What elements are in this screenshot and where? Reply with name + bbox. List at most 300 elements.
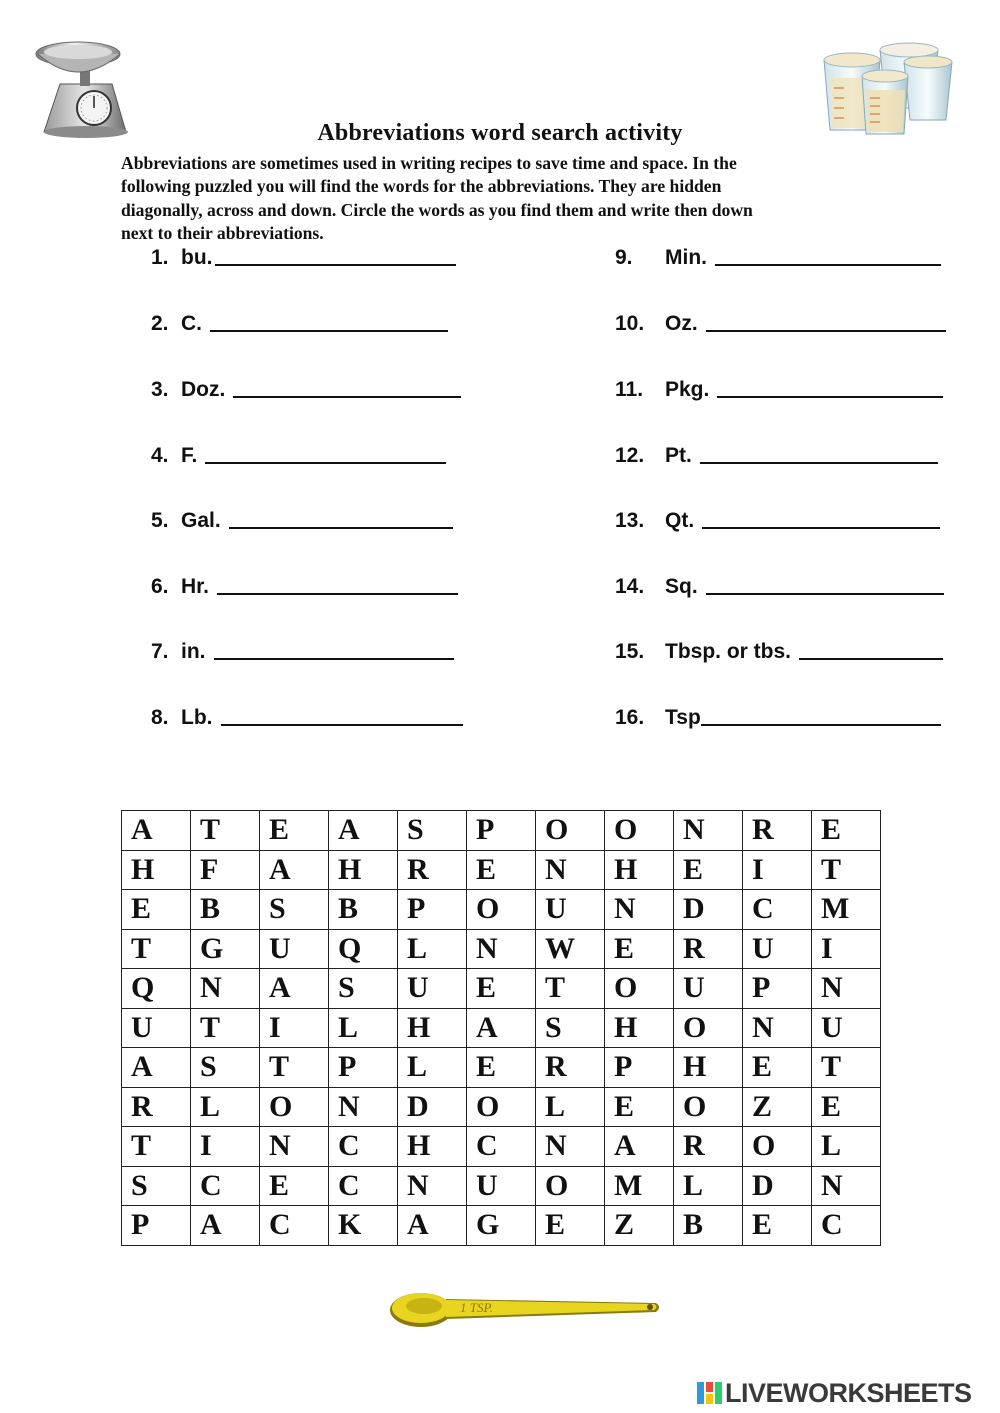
grid-cell[interactable] <box>812 1048 881 1088</box>
grid-letter: B <box>200 892 221 926</box>
grid-cell[interactable] <box>260 929 329 969</box>
abbreviation-item <box>615 312 946 336</box>
grid-letter: T <box>131 931 152 965</box>
grid-letter: W <box>545 931 575 965</box>
grid-row <box>122 1127 881 1167</box>
grid-cell[interactable] <box>329 1206 398 1246</box>
grid-letter: C <box>338 1129 360 1163</box>
answer-field[interactable] <box>799 658 943 660</box>
grid-cell[interactable] <box>260 850 329 890</box>
grid-letter: H <box>338 852 362 886</box>
item-number: 2. <box>151 312 169 335</box>
grid-cell[interactable] <box>743 850 812 890</box>
grid-letter: O <box>269 1089 293 1123</box>
grid-letter: L <box>545 1089 566 1123</box>
grid-cell[interactable] <box>812 811 881 851</box>
grid-cell[interactable] <box>536 890 605 930</box>
grid-letter: N <box>683 813 705 847</box>
grid-cell[interactable] <box>536 1008 605 1048</box>
grid-cell[interactable] <box>329 969 398 1009</box>
grid-letter: L <box>683 1168 704 1202</box>
abbreviation-item <box>615 640 943 664</box>
grid-letter: E <box>476 852 497 886</box>
grid-cell[interactable] <box>674 969 743 1009</box>
grid-row <box>122 1048 881 1088</box>
grid-row <box>122 1166 881 1206</box>
answer-field[interactable] <box>715 264 941 266</box>
abbreviation-item <box>615 444 938 468</box>
grid-letter: A <box>476 1010 498 1044</box>
grid-cell[interactable] <box>122 969 191 1009</box>
grid-cell[interactable] <box>674 1127 743 1167</box>
item-number: 14. <box>615 575 645 598</box>
grid-cell[interactable] <box>605 929 674 969</box>
grid-cell[interactable] <box>812 1008 881 1048</box>
abbreviation-item <box>615 246 941 270</box>
grid-cell[interactable] <box>605 1048 674 1088</box>
grid-letter: P <box>407 892 426 926</box>
item-number: 6. <box>151 575 169 598</box>
grid-letter: N <box>821 1168 843 1202</box>
grid-cell[interactable] <box>191 1127 260 1167</box>
grid-letter: R <box>407 852 429 886</box>
grid-cell[interactable] <box>191 890 260 930</box>
grid-letter: C <box>821 1208 843 1242</box>
grid-letter: Q <box>131 971 155 1005</box>
grid-cell[interactable] <box>743 890 812 930</box>
grid-letter: N <box>614 892 636 926</box>
grid-cell[interactable] <box>398 1048 467 1088</box>
grid-letter: U <box>821 1010 843 1044</box>
grid-letter: P <box>131 1208 150 1242</box>
instructions-line: following puzzled you will find the words for the abbreviations. They are hidden <box>121 176 722 197</box>
item-abbreviation: Tsp <box>665 706 701 729</box>
grid-letter: A <box>131 813 153 847</box>
item-number: 16. <box>615 706 645 729</box>
grid-row <box>122 1008 881 1048</box>
grid-letter: E <box>614 1089 635 1123</box>
grid-cell[interactable] <box>743 1127 812 1167</box>
item-number: 7. <box>151 640 169 663</box>
item-abbreviation: Lb. <box>181 706 213 729</box>
grid-letter: O <box>683 1089 707 1123</box>
item-abbreviation: Hr. <box>181 575 210 598</box>
grid-cell[interactable] <box>605 1206 674 1246</box>
grid-row <box>122 929 881 969</box>
grid-letter: A <box>614 1129 636 1163</box>
grid-cell[interactable] <box>743 1206 812 1246</box>
abbreviation-item <box>615 706 941 730</box>
grid-cell[interactable] <box>260 1087 329 1127</box>
grid-cell[interactable] <box>398 811 467 851</box>
grid-letter: U <box>683 971 705 1005</box>
answer-field[interactable] <box>717 396 943 398</box>
grid-letter: P <box>614 1050 633 1084</box>
grid-letter: D <box>683 892 705 926</box>
grid-cell[interactable] <box>812 1127 881 1167</box>
grid-row <box>122 850 881 890</box>
grid-cell[interactable] <box>329 1008 398 1048</box>
grid-cell[interactable] <box>398 1127 467 1167</box>
grid-cell[interactable] <box>674 811 743 851</box>
grid-cell[interactable] <box>122 1008 191 1048</box>
grid-letter: N <box>545 852 567 886</box>
grid-cell[interactable] <box>467 850 536 890</box>
grid-cell[interactable] <box>467 1087 536 1127</box>
grid-letter: R <box>752 813 774 847</box>
answer-field[interactable] <box>221 724 463 726</box>
abbreviation-item <box>151 246 456 270</box>
grid-letter: D <box>407 1089 429 1123</box>
grid-letter: C <box>476 1129 498 1163</box>
grid-letter: O <box>614 813 638 847</box>
item-number: 4. <box>151 444 169 467</box>
grid-cell[interactable] <box>536 811 605 851</box>
grid-letter: T <box>821 852 842 886</box>
abbreviation-item <box>151 312 448 336</box>
grid-cell[interactable] <box>260 1048 329 1088</box>
grid-cell[interactable] <box>536 1206 605 1246</box>
grid-letter: M <box>614 1168 643 1202</box>
grid-letter: S <box>545 1010 562 1044</box>
answer-field[interactable] <box>700 462 938 464</box>
grid-cell[interactable] <box>398 890 467 930</box>
grid-letter: P <box>752 971 771 1005</box>
grid-letter: I <box>821 931 833 965</box>
grid-letter: A <box>407 1208 429 1242</box>
grid-cell[interactable] <box>812 890 881 930</box>
item-number: 13. <box>615 509 645 532</box>
grid-letter: E <box>269 1168 290 1202</box>
grid-cell[interactable] <box>329 929 398 969</box>
answer-field[interactable] <box>702 527 940 529</box>
grid-cell[interactable] <box>467 929 536 969</box>
item-abbreviation: Gal. <box>181 509 221 532</box>
grid-cell[interactable] <box>122 890 191 930</box>
grid-cell[interactable] <box>398 1087 467 1127</box>
grid-cell[interactable] <box>743 929 812 969</box>
grid-cell[interactable] <box>191 1048 260 1088</box>
grid-cell[interactable] <box>674 890 743 930</box>
grid-cell[interactable] <box>191 1206 260 1246</box>
grid-letter: U <box>545 892 567 926</box>
grid-cell[interactable] <box>260 890 329 930</box>
grid-letter: C <box>338 1168 360 1202</box>
grid-cell[interactable] <box>743 1008 812 1048</box>
grid-cell[interactable] <box>467 1206 536 1246</box>
grid-letter: H <box>407 1129 431 1163</box>
grid-letter: R <box>683 931 705 965</box>
instructions-line: next to their abbreviations. <box>121 223 324 244</box>
grid-cell[interactable] <box>260 1008 329 1048</box>
grid-letter: R <box>545 1050 567 1084</box>
grid-cell[interactable] <box>536 1087 605 1127</box>
grid-cell[interactable] <box>605 1087 674 1127</box>
item-abbreviation: Oz. <box>665 312 698 335</box>
abbreviation-item <box>615 575 944 599</box>
grid-letter: T <box>131 1129 152 1163</box>
grid-letter: E <box>752 1050 773 1084</box>
logo-mark-icon <box>697 1380 723 1406</box>
grid-cell[interactable] <box>329 890 398 930</box>
abbreviation-item <box>151 509 453 533</box>
grid-letter: T <box>821 1050 842 1084</box>
grid-cell[interactable] <box>122 811 191 851</box>
grid-letter: Z <box>752 1089 773 1123</box>
grid-letter: C <box>752 892 774 926</box>
grid-cell[interactable] <box>191 850 260 890</box>
grid-cell[interactable] <box>536 1127 605 1167</box>
grid-cell[interactable] <box>398 1206 467 1246</box>
grid-letter: S <box>338 971 355 1005</box>
grid-cell[interactable] <box>605 890 674 930</box>
grid-letter: L <box>407 1050 428 1084</box>
grid-cell[interactable] <box>536 1048 605 1088</box>
grid-letter: U <box>131 1010 153 1044</box>
grid-letter: H <box>614 1010 638 1044</box>
instructions-line: Abbreviations are sometimes used in writing recipes to save time and space. In the <box>121 153 737 173</box>
grid-cell[interactable] <box>467 1166 536 1206</box>
grid-letter: O <box>476 1089 500 1123</box>
grid-letter: A <box>131 1050 153 1084</box>
item-number: 10. <box>615 312 645 335</box>
item-abbreviation: Pt. <box>665 444 692 467</box>
answer-field[interactable] <box>233 396 461 398</box>
grid-cell[interactable] <box>329 811 398 851</box>
grid-letter: N <box>545 1129 567 1163</box>
grid-letter: K <box>338 1208 362 1242</box>
item-abbreviation: Sq. <box>665 575 698 598</box>
grid-letter: R <box>131 1089 153 1123</box>
grid-letter: N <box>407 1168 429 1202</box>
item-abbreviation: Min. <box>665 246 707 269</box>
grid-cell[interactable] <box>329 1166 398 1206</box>
answer-field[interactable] <box>706 593 944 595</box>
grid-letter: S <box>407 813 424 847</box>
item-abbreviation: C. <box>181 312 202 335</box>
answer-field[interactable] <box>229 527 453 529</box>
answer-field[interactable] <box>205 462 446 464</box>
grid-letter: E <box>683 852 704 886</box>
grid-cell[interactable] <box>605 811 674 851</box>
liveworksheets-logo <box>697 1378 972 1408</box>
grid-cell[interactable] <box>191 1087 260 1127</box>
grid-letter: M <box>821 892 850 926</box>
grid-letter: G <box>200 931 224 965</box>
grid-cell[interactable] <box>329 1087 398 1127</box>
grid-letter: H <box>407 1010 431 1044</box>
grid-cell[interactable] <box>329 850 398 890</box>
grid-letter: L <box>821 1129 842 1163</box>
grid-letter: H <box>683 1050 707 1084</box>
grid-cell[interactable] <box>122 1166 191 1206</box>
grid-cell[interactable] <box>467 890 536 930</box>
grid-cell[interactable] <box>467 969 536 1009</box>
grid-cell[interactable] <box>467 811 536 851</box>
grid-cell[interactable] <box>467 1127 536 1167</box>
grid-cell[interactable] <box>260 811 329 851</box>
grid-cell[interactable] <box>812 1166 881 1206</box>
answer-field[interactable] <box>214 658 454 660</box>
grid-cell[interactable] <box>191 811 260 851</box>
grid-cell[interactable] <box>605 1127 674 1167</box>
grid-cell[interactable] <box>674 1166 743 1206</box>
grid-cell[interactable] <box>605 1008 674 1048</box>
grid-letter: N <box>821 971 843 1005</box>
grid-cell[interactable] <box>674 1048 743 1088</box>
grid-letter: U <box>407 971 429 1005</box>
grid-letter: D <box>752 1168 774 1202</box>
grid-cell[interactable] <box>467 1048 536 1088</box>
grid-cell[interactable] <box>122 1206 191 1246</box>
grid-cell[interactable] <box>122 850 191 890</box>
grid-letter: A <box>269 852 291 886</box>
grid-letter: S <box>200 1050 217 1084</box>
grid-cell[interactable] <box>674 1087 743 1127</box>
grid-letter: O <box>752 1129 776 1163</box>
grid-cell[interactable] <box>605 1166 674 1206</box>
grid-letter: H <box>131 852 155 886</box>
answer-field[interactable] <box>701 724 941 726</box>
grid-cell[interactable] <box>812 1206 881 1246</box>
item-abbreviation: F. <box>181 444 198 467</box>
item-number: 11. <box>615 378 644 401</box>
grid-letter: O <box>545 813 569 847</box>
grid-letter: G <box>476 1208 500 1242</box>
grid-letter: N <box>269 1129 291 1163</box>
spoon-label: 1 TSP. <box>460 1300 493 1315</box>
grid-cell[interactable] <box>743 969 812 1009</box>
grid-letter: E <box>821 813 842 847</box>
grid-cell[interactable] <box>398 1166 467 1206</box>
answer-field[interactable] <box>217 593 458 595</box>
grid-row <box>122 969 881 1009</box>
grid-cell[interactable] <box>191 929 260 969</box>
item-number: 5. <box>151 509 169 532</box>
abbreviation-item <box>615 509 940 533</box>
grid-cell[interactable] <box>674 1206 743 1246</box>
grid-cell[interactable] <box>398 1008 467 1048</box>
grid-cell[interactable] <box>536 969 605 1009</box>
grid-letter: N <box>752 1010 774 1044</box>
grid-cell[interactable] <box>536 929 605 969</box>
grid-letter: U <box>752 931 774 965</box>
item-abbreviation: Pkg. <box>665 378 710 401</box>
grid-letter: E <box>821 1089 842 1123</box>
grid-letter: E <box>614 931 635 965</box>
grid-letter: N <box>200 971 222 1005</box>
grid-cell[interactable] <box>743 1166 812 1206</box>
grid-letter: R <box>683 1129 705 1163</box>
grid-row <box>122 811 881 851</box>
grid-letter: A <box>269 971 291 1005</box>
grid-letter: A <box>200 1208 222 1242</box>
grid-cell[interactable] <box>674 929 743 969</box>
item-abbreviation: Tbsp. or tbs. <box>665 640 791 663</box>
grid-cell[interactable] <box>743 811 812 851</box>
grid-letter: E <box>545 1208 566 1242</box>
grid-letter: Q <box>338 931 362 965</box>
grid-cell[interactable] <box>536 1166 605 1206</box>
grid-cell[interactable] <box>260 969 329 1009</box>
grid-cell[interactable] <box>812 969 881 1009</box>
grid-cell[interactable] <box>329 1127 398 1167</box>
grid-cell[interactable] <box>260 1166 329 1206</box>
grid-letter: A <box>338 813 360 847</box>
grid-cell[interactable] <box>605 850 674 890</box>
grid-cell[interactable] <box>812 1087 881 1127</box>
item-abbreviation: bu. <box>181 246 213 269</box>
item-number: 15. <box>615 640 645 663</box>
grid-row <box>122 890 881 930</box>
grid-letter: E <box>752 1208 773 1242</box>
grid-cell[interactable] <box>260 1206 329 1246</box>
grid-cell[interactable] <box>260 1127 329 1167</box>
grid-cell[interactable] <box>191 969 260 1009</box>
grid-cell[interactable] <box>812 850 881 890</box>
grid-cell[interactable] <box>812 929 881 969</box>
grid-letter: T <box>200 1010 221 1044</box>
grid-letter: E <box>476 971 497 1005</box>
abbreviation-item <box>151 575 458 599</box>
grid-letter: I <box>752 852 764 886</box>
abbreviation-item <box>151 378 461 402</box>
abbreviation-item <box>151 444 446 468</box>
answer-field[interactable] <box>706 330 946 332</box>
grid-cell[interactable] <box>674 1008 743 1048</box>
grid-letter: P <box>338 1050 357 1084</box>
grid-letter: U <box>269 931 291 965</box>
grid-cell[interactable] <box>398 850 467 890</box>
grid-cell[interactable] <box>743 1087 812 1127</box>
grid-cell[interactable] <box>122 1048 191 1088</box>
grid-letter: T <box>545 971 566 1005</box>
instructions-line: diagonally, across and down. Circle the words as you find them and write then down <box>121 199 753 220</box>
grid-cell[interactable] <box>122 929 191 969</box>
grid-letter: F <box>200 852 219 886</box>
grid-letter: T <box>200 813 221 847</box>
grid-cell[interactable] <box>674 850 743 890</box>
grid-cell[interactable] <box>329 1048 398 1088</box>
grid-cell[interactable] <box>536 850 605 890</box>
grid-cell[interactable] <box>122 1127 191 1167</box>
answer-field[interactable] <box>215 264 456 266</box>
answer-field[interactable] <box>210 330 448 332</box>
grid-letter: T <box>269 1050 290 1084</box>
grid-letter: Z <box>614 1208 635 1242</box>
item-number: 3. <box>151 378 169 401</box>
item-number: 12. <box>615 444 645 467</box>
grid-letter: U <box>476 1168 498 1202</box>
grid-cell[interactable] <box>122 1087 191 1127</box>
grid-cell[interactable] <box>467 1008 536 1048</box>
grid-letter: L <box>200 1089 221 1123</box>
grid-letter: B <box>683 1208 704 1242</box>
grid-cell[interactable] <box>605 969 674 1009</box>
grid-letter: C <box>200 1168 222 1202</box>
grid-letter: S <box>131 1168 148 1202</box>
grid-cell[interactable] <box>191 1166 260 1206</box>
grid-cell[interactable] <box>743 1048 812 1088</box>
grid-letter: B <box>338 892 359 926</box>
grid-cell[interactable] <box>398 969 467 1009</box>
grid-cell[interactable] <box>398 929 467 969</box>
grid-letter: I <box>200 1129 212 1163</box>
abbreviation-item <box>151 640 454 664</box>
grid-letter: H <box>614 852 638 886</box>
grid-cell[interactable] <box>191 1008 260 1048</box>
grid-letter: O <box>476 892 500 926</box>
